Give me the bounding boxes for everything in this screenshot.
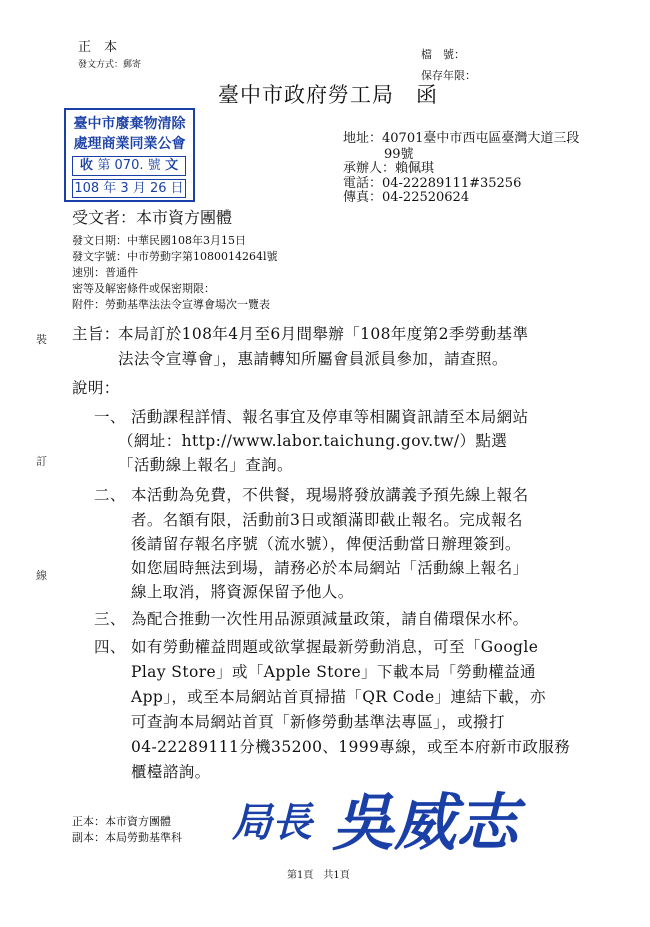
- item-2-line-4: 如您屆時無法到場，請務必於本局網站「活動線上報名」: [131, 559, 529, 577]
- stamp-recv-no: 第 070. 號: [97, 158, 161, 173]
- item-1-line-3: 「活動線上報名」查詢。: [118, 456, 293, 474]
- subject-line-1: 本局訂於108年4月至6月間舉辦「108年度第2季勞動基準: [118, 325, 529, 343]
- item-2-line-5: 線上取消，將資源保留予他人。: [131, 583, 354, 601]
- binding-mark-1: 裝: [36, 333, 47, 346]
- item-4-line-4: 可查詢本局網站首頁「新修勞動基準法專區」，或撥打: [131, 713, 505, 731]
- attachment: 附件：勞動基準法法令宣導會場次一覽表: [72, 298, 270, 311]
- item-2-line-1: 本活動為免費，不供餐，現場將發放講義予預先線上報名: [131, 486, 529, 504]
- stamp-recv-prefix: 收: [79, 158, 93, 173]
- stamp-receipt-number: [72, 156, 186, 176]
- subject-label: 主旨：: [72, 325, 120, 343]
- item-4-line-6: 櫃檯諮詢。: [131, 763, 211, 781]
- item-1-number: 一、: [94, 408, 126, 426]
- item-3-line-1: 為配合推動一次性用品源頭減量政策，請自備環保水杯。: [131, 610, 529, 628]
- item-3-number: 三、: [94, 610, 126, 628]
- file-number: 檔 號：: [421, 48, 465, 61]
- issue-number: 發文字號：中市勞動字第1080014264l號: [72, 250, 278, 263]
- subject-line-2: 法法令宣導會」，惠請轉知所屬會員派員參加，請查照。: [118, 350, 508, 368]
- item-2-line-2: 者。名額有限，活動前3日或額滿即截止報名。完成報名: [131, 511, 523, 529]
- binding-mark-3: 線: [36, 569, 47, 582]
- item-4-line-1: 如有勞動權益問題或欲掌握最新勞動消息，可至「Google: [131, 638, 539, 656]
- item-1-line-1: 活動課程詳情、報名事宜及停車等相關資訊請至本局網站: [131, 408, 529, 426]
- fax: 傳真：04-22520624: [343, 190, 470, 205]
- item-4-line-5: 04-22289111分機35200、1999專線，或至本府新市政服務: [131, 738, 571, 756]
- item-1-line-2: （網址：http://www.labor.taichung.gov.tw/）點選: [118, 432, 508, 450]
- director-signature: [232, 784, 552, 852]
- original-recipients: 正本：本市資方團體: [72, 815, 171, 828]
- stamp-receipt-date: 108 年 3 月 26 日: [72, 179, 186, 198]
- stamp-line-2: 處理商業同業公會: [73, 136, 186, 152]
- phone: 電話：04-22289111#35256: [343, 176, 522, 191]
- stamp-line-1: 臺中市廢棄物清除: [73, 116, 186, 132]
- copy-mark: 正 本: [78, 40, 118, 55]
- retention-period: 保存年限：: [421, 69, 476, 82]
- item-2-line-3: 後請留存報名序號（流水號），俾便活動當日辦理簽到。: [131, 535, 521, 553]
- stamp-recv-suffix: 文: [165, 158, 179, 173]
- explain-label: 說明：: [72, 379, 120, 397]
- item-2-number: 二、: [94, 486, 126, 504]
- secrecy: 密等及解密條件或保密期限：: [72, 282, 215, 295]
- address-line-2: 99號: [384, 147, 414, 162]
- issue-date: 發文日期：中華民國108年3月15日: [72, 234, 246, 247]
- send-method: 發文方式：郵寄: [78, 60, 142, 70]
- recipient: 受文者：本市資方團體: [72, 208, 233, 227]
- address: 地址：40701臺中市西屯區臺灣大道三段: [343, 131, 580, 146]
- page-number: 第1頁 共1頁: [287, 870, 350, 881]
- item-4-number: 四、: [94, 638, 126, 656]
- speed: 速別：普通件: [72, 266, 138, 279]
- receipt-stamp: [64, 108, 195, 202]
- document-title: 臺中市政府勞工局 函: [218, 83, 438, 107]
- svg-text:局長: 局長: [232, 799, 312, 846]
- copy-recipients: 副本：本局勞動基準科: [72, 831, 182, 844]
- item-4-line-2: Play Store」或「Apple Store」下載本局「勞動權益通: [131, 663, 536, 681]
- item-4-line-3: App」，或至本局網站首頁掃描「QR Code」連結下載，亦: [131, 688, 546, 706]
- binding-mark-2: 訂: [36, 455, 47, 468]
- svg-text:吳威志: 吳威志: [332, 786, 519, 852]
- handler: 承辦人：賴佩琪: [343, 161, 435, 176]
